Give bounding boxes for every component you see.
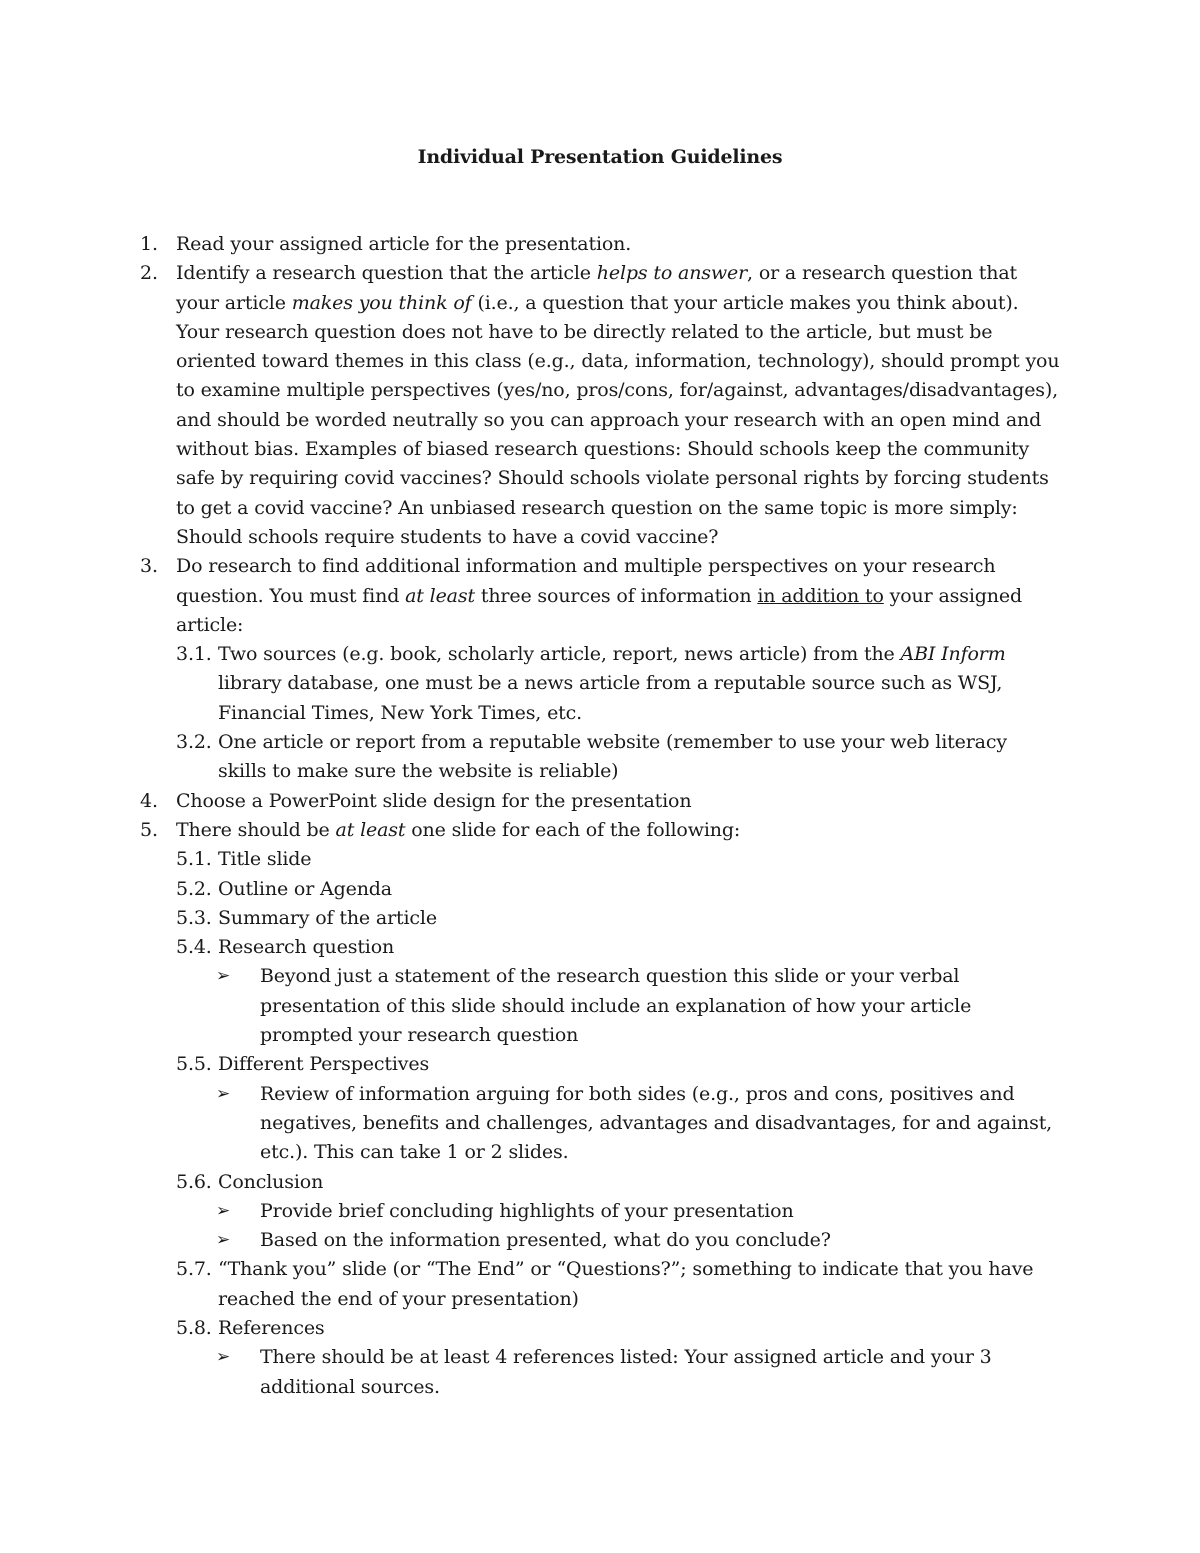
text-run: library database, one must be a news article from a reputable source such as WSJ, Financial Times, New York Times, etc. [218, 672, 1003, 724]
sub-item [140, 845, 1060, 874]
sub-item-text: Title slide [218, 848, 312, 871]
text-run: , or a research question that your article [176, 262, 1018, 314]
bullet-item [140, 1343, 1060, 1402]
sub-item-text [218, 643, 1006, 724]
bullet-item [140, 1197, 1060, 1226]
italic-text: ABI Inform [900, 643, 1006, 666]
bullet-item [140, 1080, 1060, 1168]
sub-item [140, 1255, 1060, 1314]
bullet-text: Provide brief concluding highlights of your presentation [260, 1199, 794, 1222]
item-number: 5. [140, 818, 158, 841]
sub-item-text: One article or report from a reputable website (remember to use your web literacy skills to make sure the website is reliable) [218, 731, 1007, 783]
arrow-bullet-icon: ➢ [216, 1083, 231, 1104]
bullet-item [140, 962, 1060, 1050]
document-title: Individual Presentation Guidelines [417, 146, 783, 168]
sub-item-text: Conclusion [218, 1170, 324, 1193]
italic-text: helps to answer [596, 262, 748, 285]
list-item [140, 787, 1060, 816]
arrow-bullet-icon: ➢ [216, 1200, 231, 1221]
list-item [140, 816, 1060, 845]
item-number: 4. [140, 789, 158, 812]
underlined-text: in addition to [757, 584, 884, 607]
sub-item-number: 5.1. [176, 848, 212, 871]
item-number: 2. [140, 262, 158, 285]
arrow-bullet-icon: ➢ [216, 1230, 231, 1251]
item-text: Read your assigned article for the presentation. [176, 233, 632, 255]
bullet-text: There should be at least 4 references listed: Your assigned article and your 3 additional sources. [260, 1346, 992, 1398]
item-text [176, 819, 740, 841]
bullet-item [140, 1226, 1060, 1255]
italic-text: at least [405, 584, 475, 607]
sub-item [140, 875, 1060, 904]
sub-item-text: Different Perspectives [218, 1053, 430, 1076]
item-text [176, 555, 1022, 636]
item-number: 3. [140, 555, 158, 578]
bullet-text: Based on the information presented, what do you conclude? [260, 1229, 831, 1252]
bullet-text: Beyond just a statement of the research question this slide or your verbal presentation of this slide should include an explanation of how your article prompted your research question [260, 965, 972, 1047]
item-text: Choose a PowerPoint slide design for the presentation [176, 789, 692, 812]
sub-item [140, 1168, 1060, 1197]
sub-item [140, 933, 1060, 962]
italic-text: at least [335, 818, 406, 841]
sub-item [140, 728, 1060, 787]
text-run: (i.e., a question that your article makes you think about). Your research question does not have to be directly related to the article, but must be oriented toward themes in this class (e.g., data, information, technology), should prompt you to examine multiple perspectives (yes/no, pros/cons, for/against, advantages/disadvantages), and should be worded neutrally so you can approach your research with an open mind and without bias. Examples of biased research questions: Should schools keep the community safe by requiring covid vaccines? Should schools violate personal rights by forcing students to get a covid vaccine? An unbiased research question on the same topic is more simply: Should schools require students to have a covid vaccine? [176, 291, 1060, 548]
sub-item-text: Outline or Agenda [218, 877, 392, 900]
sub-item-number: 5.5. [176, 1053, 212, 1076]
sub-item-number: 5.8. [176, 1316, 212, 1339]
text-run: three sources of information [474, 584, 758, 607]
sub-item-number: 5.7. [176, 1258, 212, 1281]
item-number: 1. [140, 233, 158, 255]
sub-item-number: 3.1. [176, 643, 212, 666]
text-run: one slide for each of the following: [405, 818, 741, 841]
bullet-text: Review of information arguing for both sides (e.g., pros and cons, positives and negatives, benefits and challenges, advantages and disadvantages, for and against, etc.). This can take 1 or 2 slides. [260, 1082, 1053, 1164]
sub-item-number: 5.2. [176, 877, 212, 900]
text-run: There should be [176, 818, 336, 841]
list-item [140, 259, 1060, 552]
italic-text: makes you think of [291, 291, 472, 314]
text-run: Identify a research question that the article [176, 262, 597, 285]
item-text [176, 262, 1059, 548]
list-item [140, 230, 1060, 259]
sub-item-number: 3.2. [176, 731, 212, 754]
text-run: Two sources (e.g. book, scholarly article, report, news article) from the [218, 643, 901, 666]
sub-item-text: References [218, 1316, 325, 1339]
sub-item-number: 5.4. [176, 936, 212, 959]
arrow-bullet-icon: ➢ [216, 1347, 231, 1368]
sub-item [140, 640, 1060, 728]
sub-item-number: 5.6. [176, 1170, 212, 1193]
sub-item-text: Research question [218, 936, 395, 959]
text-run: Do research to find additional information and multiple perspectives on your research question. You must find [176, 555, 996, 607]
sub-item [140, 1314, 1060, 1343]
sub-item-text: “Thank you” slide (or “The End” or “Questions?”; something to indicate that you have reached the end of your presentation) [218, 1258, 1034, 1310]
sub-item-number: 5.3. [176, 906, 212, 929]
sub-item-text: Summary of the article [218, 906, 437, 929]
guidelines-list [140, 230, 1060, 1402]
text-run: your assigned article: [176, 584, 1022, 636]
sub-item [140, 1050, 1060, 1079]
list-item [140, 552, 1060, 640]
sub-item [140, 904, 1060, 933]
arrow-bullet-icon: ➢ [216, 966, 231, 987]
